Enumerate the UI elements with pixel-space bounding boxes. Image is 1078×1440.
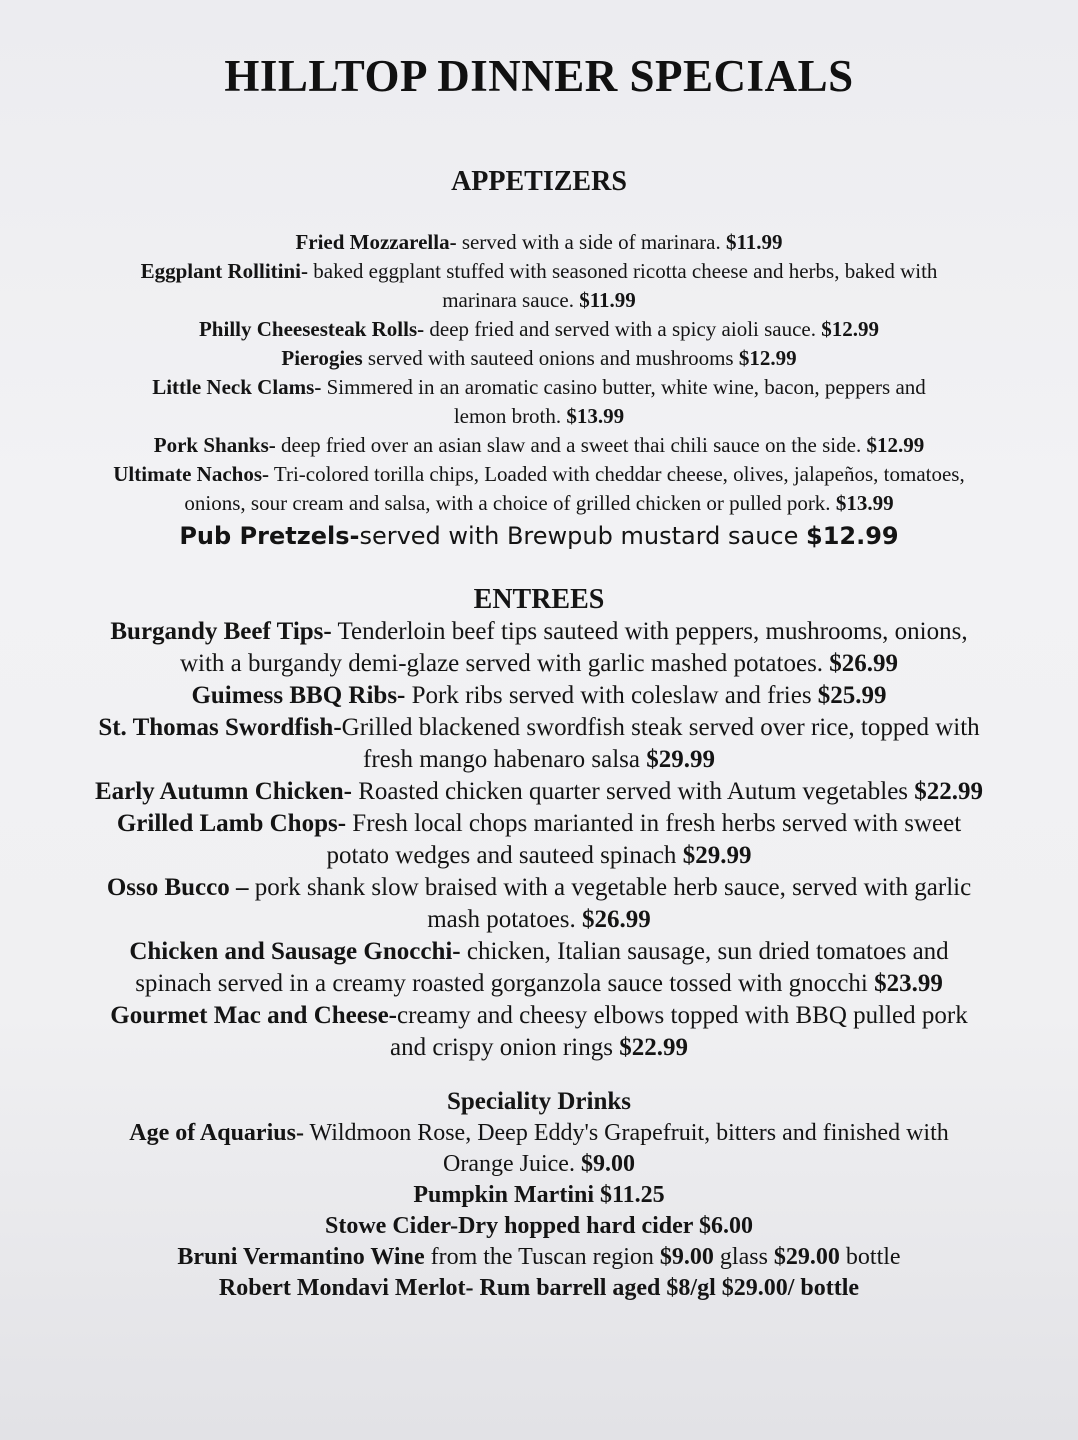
item-name: Age of Aquarius- [129, 1120, 304, 1146]
item-price: $9.00 [659, 1244, 714, 1270]
item-name: Pierogies [281, 346, 363, 370]
item-price: $22.99 [914, 778, 984, 805]
menu-item-little-neck-clams-cont [30, 402, 1048, 431]
item-description: Simmered in an aromatic casino butter, white wine, bacon, peppers and [321, 375, 926, 399]
item-name: Philly Cheesesteak Rolls- [198, 317, 425, 341]
menu-item-guimess-bbq-ribs [30, 680, 1048, 712]
item-description: and crispy onion rings [390, 1034, 620, 1061]
item-name: Pork Shanks- [153, 433, 276, 457]
menu-item-grilled-lamb-chops-cont [30, 840, 1048, 872]
item-name: Burgandy Beef Tips- [110, 618, 332, 645]
menu-item-grilled-lamb-chops [30, 808, 1048, 840]
drinks-heading: Speciality Drinks [446, 1088, 632, 1115]
menu-item-philly-cheesesteak-rolls [30, 315, 1048, 344]
menu-item-pierogies [30, 344, 1048, 373]
menu-item-fried-mozzarella [30, 228, 1048, 257]
item-name: Pub Pretzels- [179, 522, 360, 550]
item-description: Tenderloin beef tips sauteed with peppers, mushrooms, onions, [331, 618, 968, 645]
drink-age-of-aquarius [30, 1118, 1048, 1149]
item-name: Gourmet Mac and Cheese- [110, 1002, 398, 1029]
menu-item-little-neck-clams [30, 373, 1048, 402]
item-description: from the Tuscan region [424, 1244, 660, 1270]
item-name: Little Neck Clams- [152, 375, 322, 399]
item-description: creamy and cheesy elbows topped with BBQ pulled pork [397, 1002, 968, 1029]
item-price: $23.99 [874, 970, 943, 997]
item-name: Chicken and Sausage Gnocchi- [129, 938, 461, 965]
drink-robert-mondavi-merlot [30, 1273, 1048, 1304]
item-name: Stowe Cider-Dry hopped hard cider $6.00 [325, 1213, 753, 1239]
item-price: $12.99 [866, 433, 925, 457]
item-description: onions, sour cream and salsa, with a choice of grilled chicken or pulled pork. [184, 491, 836, 515]
item-description: Roasted chicken quarter served with Autum vegetables [351, 778, 915, 805]
item-price: $29.00 [773, 1244, 840, 1270]
entrees-list [30, 616, 1048, 1064]
item-price: $25.99 [817, 682, 887, 709]
item-name: Pumpkin Martini $11.25 [413, 1182, 665, 1208]
item-price: $9.00 [580, 1151, 635, 1177]
menu-item-osso-bucco [30, 872, 1048, 904]
menu-item-chicken-sausage-gnocchi [30, 936, 1048, 968]
item-price: $13.99 [566, 404, 625, 428]
item-name: Fried Mozzarella- [295, 230, 457, 254]
drink-bruni-vermantino-wine [30, 1242, 1048, 1273]
menu-item-pub-pretzels [30, 520, 1048, 552]
item-description: Wildmoon Rose, Deep Eddy's Grapefruit, bitters and finished with [303, 1120, 949, 1146]
item-name: Early Autumn Chicken- [94, 778, 352, 805]
menu-item-ultimate-nachos-cont [30, 489, 1048, 518]
menu-item-early-autumn-chicken [30, 776, 1048, 808]
menu-item-gourmet-mac-and-cheese [30, 1000, 1048, 1032]
item-description: deep fried and served with a spicy aioli sauce. [424, 317, 822, 341]
item-description: pork shank slow braised with a vegetable herb sauce, served with garlic [248, 874, 972, 901]
item-description: mash potatoes. [427, 906, 583, 933]
item-description: glass [713, 1244, 774, 1270]
item-description: Pork ribs served with coleslaw and fries [405, 682, 818, 709]
item-description: Grilled blackened swordfish steak served over rice, topped with [341, 714, 980, 741]
menu-title: HILLTOP DINNER SPECIALS [224, 51, 854, 101]
item-price: $13.99 [835, 491, 894, 515]
item-description: served with Brewpub mustard sauce [359, 522, 807, 550]
menu-item-ultimate-nachos [30, 460, 1048, 489]
menu-item-eggplant-rollitini [30, 257, 1048, 286]
item-description: Orange Juice. [443, 1151, 581, 1177]
item-name: Robert Mondavi Merlot- Rum barrell aged $8/gl $29.00/ bottle [218, 1275, 860, 1301]
item-price: $26.99 [829, 650, 899, 677]
item-name: Bruni Vermantino Wine [177, 1244, 425, 1270]
item-name: Osso Bucco – [106, 874, 249, 901]
menu-item-burgandy-beef-tips [30, 616, 1048, 648]
item-description: lemon broth. [453, 404, 567, 428]
menu-item-gourmet-mac-and-cheese-cont [30, 1032, 1048, 1064]
item-name: Guimess BBQ Ribs- [191, 682, 406, 709]
menu-item-burgandy-beef-tips-cont [30, 648, 1048, 680]
item-name: St. Thomas Swordfish- [98, 714, 342, 741]
menu-item-st-thomas-swordfish [30, 712, 1048, 744]
item-price: $29.99 [646, 746, 715, 773]
entrees-heading: ENTREES [473, 584, 605, 615]
appetizers-heading: APPETIZERS [451, 166, 627, 197]
item-price: $12.99 [806, 522, 899, 550]
item-description: Fresh local chops marianted in fresh herbs served with sweet [346, 810, 962, 837]
item-name: Ultimate Nachos- [113, 462, 269, 486]
menu-item-chicken-sausage-gnocchi-cont [30, 968, 1048, 1000]
menu-item-pork-shanks [30, 431, 1048, 460]
item-description: chicken, Italian sausage, sun dried tomatoes and [460, 938, 949, 965]
drink-age-of-aquarius-cont [30, 1149, 1048, 1180]
item-price: $11.99 [579, 288, 636, 312]
item-price: $12.99 [738, 346, 797, 370]
menu-item-st-thomas-swordfish-cont [30, 744, 1048, 776]
item-price: $11.99 [725, 230, 783, 254]
item-description: marinara sauce. [442, 288, 580, 312]
item-price: $29.99 [682, 842, 752, 869]
item-name: Eggplant Rollitini- [140, 259, 309, 283]
item-description: deep fried over an asian slaw and a sweet thai chili sauce on the side. [275, 433, 867, 457]
menu-item-osso-bucco-cont [30, 904, 1048, 936]
item-description: served with a side of marinara. [456, 230, 726, 254]
item-description: bottle [839, 1244, 901, 1270]
item-name: Grilled Lamb Chops- [116, 810, 347, 837]
drink-stowe-cider [30, 1211, 1048, 1242]
appetizers-list [30, 228, 1048, 552]
item-description: served with sauteed onions and mushrooms [362, 346, 739, 370]
drinks-list [30, 1118, 1048, 1304]
drink-pumpkin-martini [30, 1180, 1048, 1211]
item-price: $12.99 [821, 317, 879, 341]
item-description: baked eggplant stuffed with seasoned ricotta cheese and herbs, baked with [308, 259, 938, 283]
item-description: fresh mango habenaro salsa [363, 746, 647, 773]
menu-item-eggplant-rollitini-cont [30, 286, 1048, 315]
item-description: with a burgandy demi-glaze served with garlic mashed potatoes. [179, 650, 830, 677]
item-description: potato wedges and sauteed spinach [326, 842, 683, 869]
item-description: spinach served in a creamy roasted gorganzola sauce tossed with gnocchi [135, 970, 875, 997]
item-description: Tri-colored torilla chips, Loaded with cheddar cheese, olives, jalapeños, tomatoes, [268, 462, 965, 486]
item-price: $26.99 [582, 906, 651, 933]
item-price: $22.99 [619, 1034, 688, 1061]
